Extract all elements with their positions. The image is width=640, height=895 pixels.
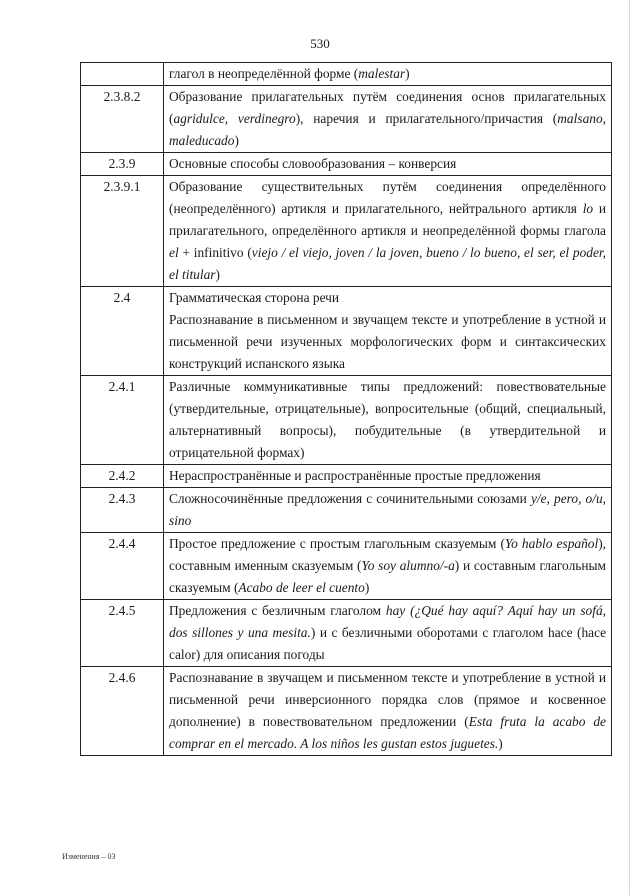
section-number: 2.4.2: [81, 465, 164, 488]
content-text: ), составным именным сказуемым (: [169, 536, 607, 573]
table-row: [81, 287, 612, 376]
content-text: Различные коммуникативные типы предложений: повествовательные (утвердительные, отрицательные), вопросительные (общий, специальный, альтернативный вопросы), побудительные (в утвердительной и отрицательной формах): [169, 379, 606, 460]
content-paragraph: [169, 600, 606, 666]
table-row: [81, 63, 612, 86]
example-text: malestar: [358, 66, 406, 81]
content-paragraph: [169, 488, 606, 532]
example-text: malsano, maleducado: [169, 111, 606, 148]
section-content: [164, 86, 612, 153]
table-row: [81, 488, 612, 533]
content-text: Простое предложение с простым глагольным сказуемым (: [169, 536, 505, 551]
content-text: Образование прилагательных путём соединения основ прилагательных (: [169, 89, 606, 126]
example-text: Esta fruta la acabo de comprar en el mercado. A los niños les gustan estos juguetes.: [169, 714, 606, 751]
section-number: 2.4.6: [81, 667, 164, 756]
example-text: Yo hablo español: [504, 536, 599, 551]
table-row: [81, 600, 612, 667]
example-text: viejo / el viejo, joven / la joven, bueno / lo bueno, el ser, el poder, el titular: [169, 245, 606, 282]
content-text: ): [405, 66, 410, 81]
page-number: 530: [310, 36, 330, 51]
content-text: ,: [224, 111, 238, 126]
section-content: [164, 667, 612, 756]
table-row: [81, 533, 612, 600]
section-content: [164, 287, 612, 376]
content-text: Грамматическая сторона речи: [169, 290, 340, 305]
section-number: 2.4.4: [81, 533, 164, 600]
section-number: 2.3.9: [81, 153, 164, 176]
content-text: Основные способы словообразования – конверсия: [169, 156, 457, 171]
section-content: [164, 176, 612, 287]
table-row: [81, 176, 612, 287]
content-paragraph: [169, 533, 606, 599]
section-number: 2.4.1: [81, 376, 164, 465]
section-number: 2.4: [81, 287, 164, 376]
content-text: ): [364, 580, 370, 595]
example-text: verdinegro: [237, 111, 296, 126]
content-text: ): [215, 267, 220, 282]
example-text: hay (¿Qué hay aquí? Aquí hay un sofá, dos sillones y una mesita.: [169, 603, 607, 640]
content-text: Распознавание в письменном и звучащем тексте и употребление в устной и письменной речи изученных морфологических форм и синтаксических конструкций испанского языка: [169, 312, 606, 371]
table-row: [81, 153, 612, 176]
content-text: + infinitivo (: [178, 245, 252, 260]
content-text: ): [234, 133, 239, 148]
section-content: [164, 376, 612, 465]
content-text: глагол в неопределённой форме (: [169, 66, 359, 81]
example-text: y/e, pero, o/u, sino: [169, 491, 606, 528]
syllabus-table-body: [81, 63, 612, 756]
content-paragraph: [169, 176, 606, 286]
section-content: [164, 533, 612, 600]
content-text: ): [498, 736, 503, 751]
section-content: [164, 600, 612, 667]
content-paragraph: [169, 667, 606, 755]
section-content: [164, 488, 612, 533]
content-text: Образование существительных путём соединения определённого (неопределённого) артикля и прилагательного, нейтрального артикля: [169, 179, 606, 216]
content-paragraph: [169, 376, 606, 464]
section-content: [164, 63, 612, 86]
content-paragraph: [169, 86, 606, 152]
table-row: [81, 86, 612, 153]
content-text: ) и с безличными оборотами с глаголом hace (hace calor) для описания погоды: [169, 625, 607, 662]
content-text: ), наречия и прилагательного/причастия (: [295, 111, 558, 126]
example-text: Acabo de leer el cuento: [238, 580, 365, 595]
content-paragraph: [169, 153, 606, 175]
revision-footer: Изменения – 03: [62, 852, 116, 861]
table-row: [81, 667, 612, 756]
section-number: 2.3.8.2: [81, 86, 164, 153]
section-number: [81, 63, 164, 86]
example-text: lo: [582, 201, 594, 216]
example-text: el: [169, 245, 179, 260]
content-text: ) и составным глагольным сказуемым (: [169, 558, 607, 595]
section-content: [164, 153, 612, 176]
section-number: 2.4.5: [81, 600, 164, 667]
content-text: Сложносочинённые предложения с сочинительными союзами: [169, 491, 531, 506]
scan-edge: [629, 0, 630, 895]
content-text: Предложения с безличным глаголом: [169, 603, 386, 618]
example-text: Yo soy alumno/-a: [361, 558, 455, 573]
table-row: [81, 376, 612, 465]
section-content: [164, 465, 612, 488]
content-text: и прилагательного, определённого артикля и неопределённой формы глагола: [169, 201, 606, 238]
content-paragraph: [169, 287, 606, 309]
section-number: 2.4.3: [81, 488, 164, 533]
content-paragraph: [169, 63, 606, 85]
content-paragraph: [169, 309, 606, 375]
syllabus-table: [80, 62, 612, 756]
content-paragraph: [169, 465, 606, 487]
table-row: [81, 465, 612, 488]
example-text: agridulce: [173, 111, 225, 126]
content-text: Нераспространённые и распространённые простые предложения: [169, 468, 541, 483]
section-number: 2.3.9.1: [81, 176, 164, 287]
content-text: Распознавание в звучащем и письменном тексте и употребление в устной и письменной речи инверсионного порядка слов (прямое и косвенное дополнение) в повествовательном предложении (: [169, 670, 606, 729]
